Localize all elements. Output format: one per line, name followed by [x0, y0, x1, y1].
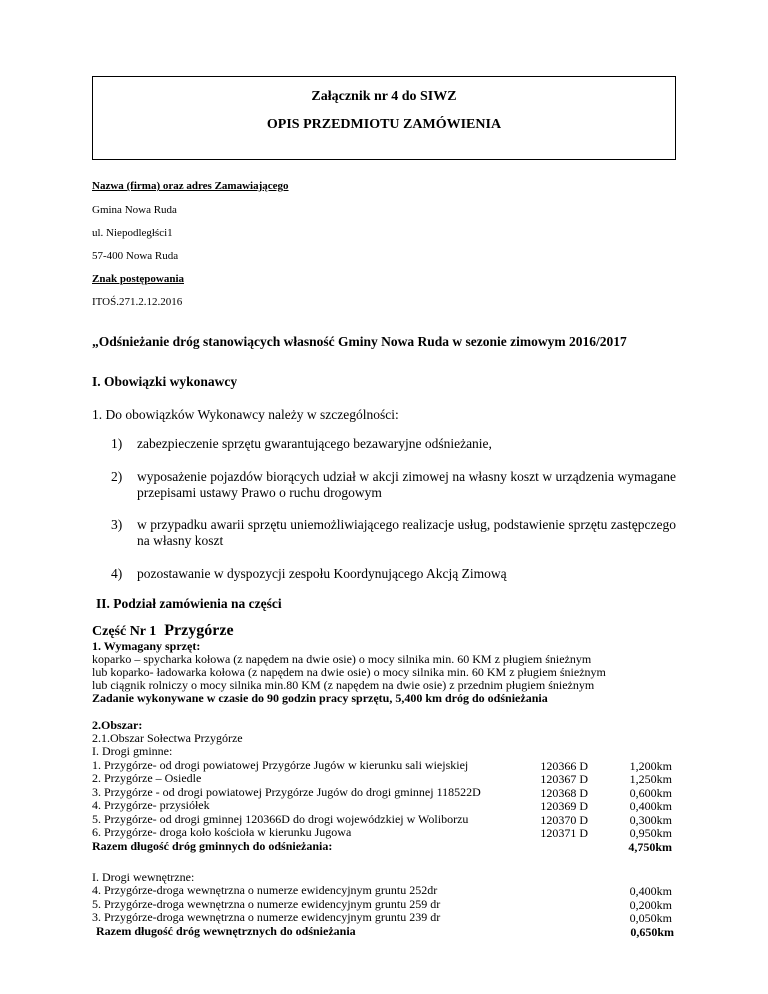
internal-road-length: 0,050km	[629, 911, 672, 925]
road-length: 0,600km	[629, 786, 672, 800]
road-name: 1. Przygórze- od drogi powiatowej Przygórze Jugów w kierunku sali wiejskiej	[92, 758, 469, 772]
contractor-line-2: ul. Niepodległści1	[92, 227, 173, 239]
task-summary: Zadanie wykonywane w czasie do 90 godzin pracy sprzętu, 5,400 km dróg do odśnieżania	[92, 691, 548, 705]
section-1-intro: 1. Do obowiązków Wykonawcy należy w szczególności:	[92, 407, 399, 422]
area-sub: 2.1.Obszar Sołectwa Przygórze	[92, 731, 243, 745]
equipment-line: koparko – spycharka kołowa (z napędem na dwie osie) o mocy silnika min. 60 KM z pługiem śnieżnym	[92, 652, 592, 666]
internal-total: 0,650km	[630, 925, 674, 939]
internal-road-name: 4. Przygórze-droga wewnętrzna o numerze ewidencyjnym gruntu 252dr	[92, 883, 438, 897]
contractor-line-3: 57-400 Nowa Ruda	[92, 250, 179, 262]
road-length: 0,400km	[629, 799, 672, 813]
part-heading	[92, 622, 234, 640]
road-name: 4. Przygórze- przysiółek	[92, 798, 210, 812]
road-length: 1,250km	[629, 772, 672, 786]
main-title: „Odśnieżanie dróg stanowiących własność Gminy Nowa Ruda w sezonie zimowym 2016/2017	[92, 334, 627, 349]
road-code: 120367 D	[540, 772, 588, 786]
part-name: Przygórze	[164, 622, 234, 639]
road-name: 5. Przygórze- od drogi gminnej 120366D do drogi wojewódzkiej w Woliborzu	[92, 812, 469, 826]
case-label: Znak postępowania	[92, 273, 185, 285]
list-item: 3) w przypadku awarii sprzętu uniemożliwiającego realizacje usług, podstawienie sprzętu zastępczego na własny koszt	[111, 517, 676, 548]
list-item: 1) zabezpieczenie sprzętu gwarantującego bezawaryjne odśnieżanie,	[111, 436, 492, 451]
list-item: 4) pozostawanie w dyspozycji zespołu Koordynującego Akcją Zimową	[111, 566, 507, 581]
internal-total-label: Razem długość dróg wewnętrznych do odśnieżania	[96, 924, 356, 938]
internal-road-length: 0,400km	[629, 884, 672, 898]
roads-total: 4,750km	[628, 840, 672, 854]
internal-heading: I. Drogi wewnętrzne:	[92, 870, 195, 884]
contractor-line-1: Gmina Nowa Ruda	[92, 204, 177, 216]
road-name: 6. Przygórze- droga koło kościoła w kierunku Jugowa	[92, 825, 352, 839]
contractor-label: Nazwa (firma) oraz adres Zamawiającego	[92, 180, 289, 192]
road-code: 120366 D	[540, 759, 588, 773]
road-code: 120368 D	[540, 786, 588, 800]
equipment-line: lub ciągnik rolniczy o mocy silnika min.80 KM (z napędem na dwie osie) z przednim pługiem śnieżnym	[92, 678, 595, 692]
road-length: 0,950km	[629, 826, 672, 840]
internal-road-name: 3. Przygórze-droga wewnętrzna o numerze ewidencyjnym gruntu 239 dr	[92, 910, 441, 924]
part-label: Część Nr 1	[92, 624, 157, 639]
road-length: 1,200km	[629, 759, 672, 773]
road-code: 120369 D	[540, 799, 588, 813]
area-heading: 2.Obszar:	[92, 718, 143, 732]
attachment-title: Załącznik nr 4 do SIWZ	[311, 89, 457, 104]
case-number: ITOŚ.271.2.12.2016	[92, 296, 183, 308]
road-name: 3. Przygórze - od drogi powiatowej Przygórze Jugów do drogi gminnej 118522D	[92, 785, 481, 799]
section-1-heading: I. Obowiązki wykonawcy	[92, 374, 238, 389]
equipment-heading: 1. Wymagany sprzęt:	[92, 639, 201, 653]
roads-heading: I. Drogi gminne:	[92, 744, 173, 758]
road-code: 120371 D	[540, 826, 588, 840]
section-2-heading: II. Podział zamówienia na części	[96, 596, 282, 611]
road-name: 2. Przygórze – Osiedle	[92, 771, 202, 785]
internal-road-name: 5. Przygórze-droga wewnętrzna o numerze ewidencyjnym gruntu 259 dr	[92, 897, 441, 911]
document-subtitle: OPIS PRZEDMIOTU ZAMÓWIENIA	[266, 117, 502, 132]
equipment-line: lub koparko- ładowarka kołowa (z napędem na dwie osie) o mocy silnika min. 60 KM z pługiem śnieżnym	[92, 665, 606, 679]
header-box	[92, 76, 676, 160]
internal-road-length: 0,200km	[629, 898, 672, 912]
roads-total-label: Razem długość dróg gminnych do odśnieżania:	[92, 839, 333, 853]
road-code: 120370 D	[540, 813, 588, 827]
road-length: 0,300km	[629, 813, 672, 827]
list-item: 2) wyposażenie pojazdów biorących udział w akcji zimowej na własny koszt w urządzenia wymagane przepisami ustawy Prawo o ruchu drogowym	[111, 469, 676, 500]
